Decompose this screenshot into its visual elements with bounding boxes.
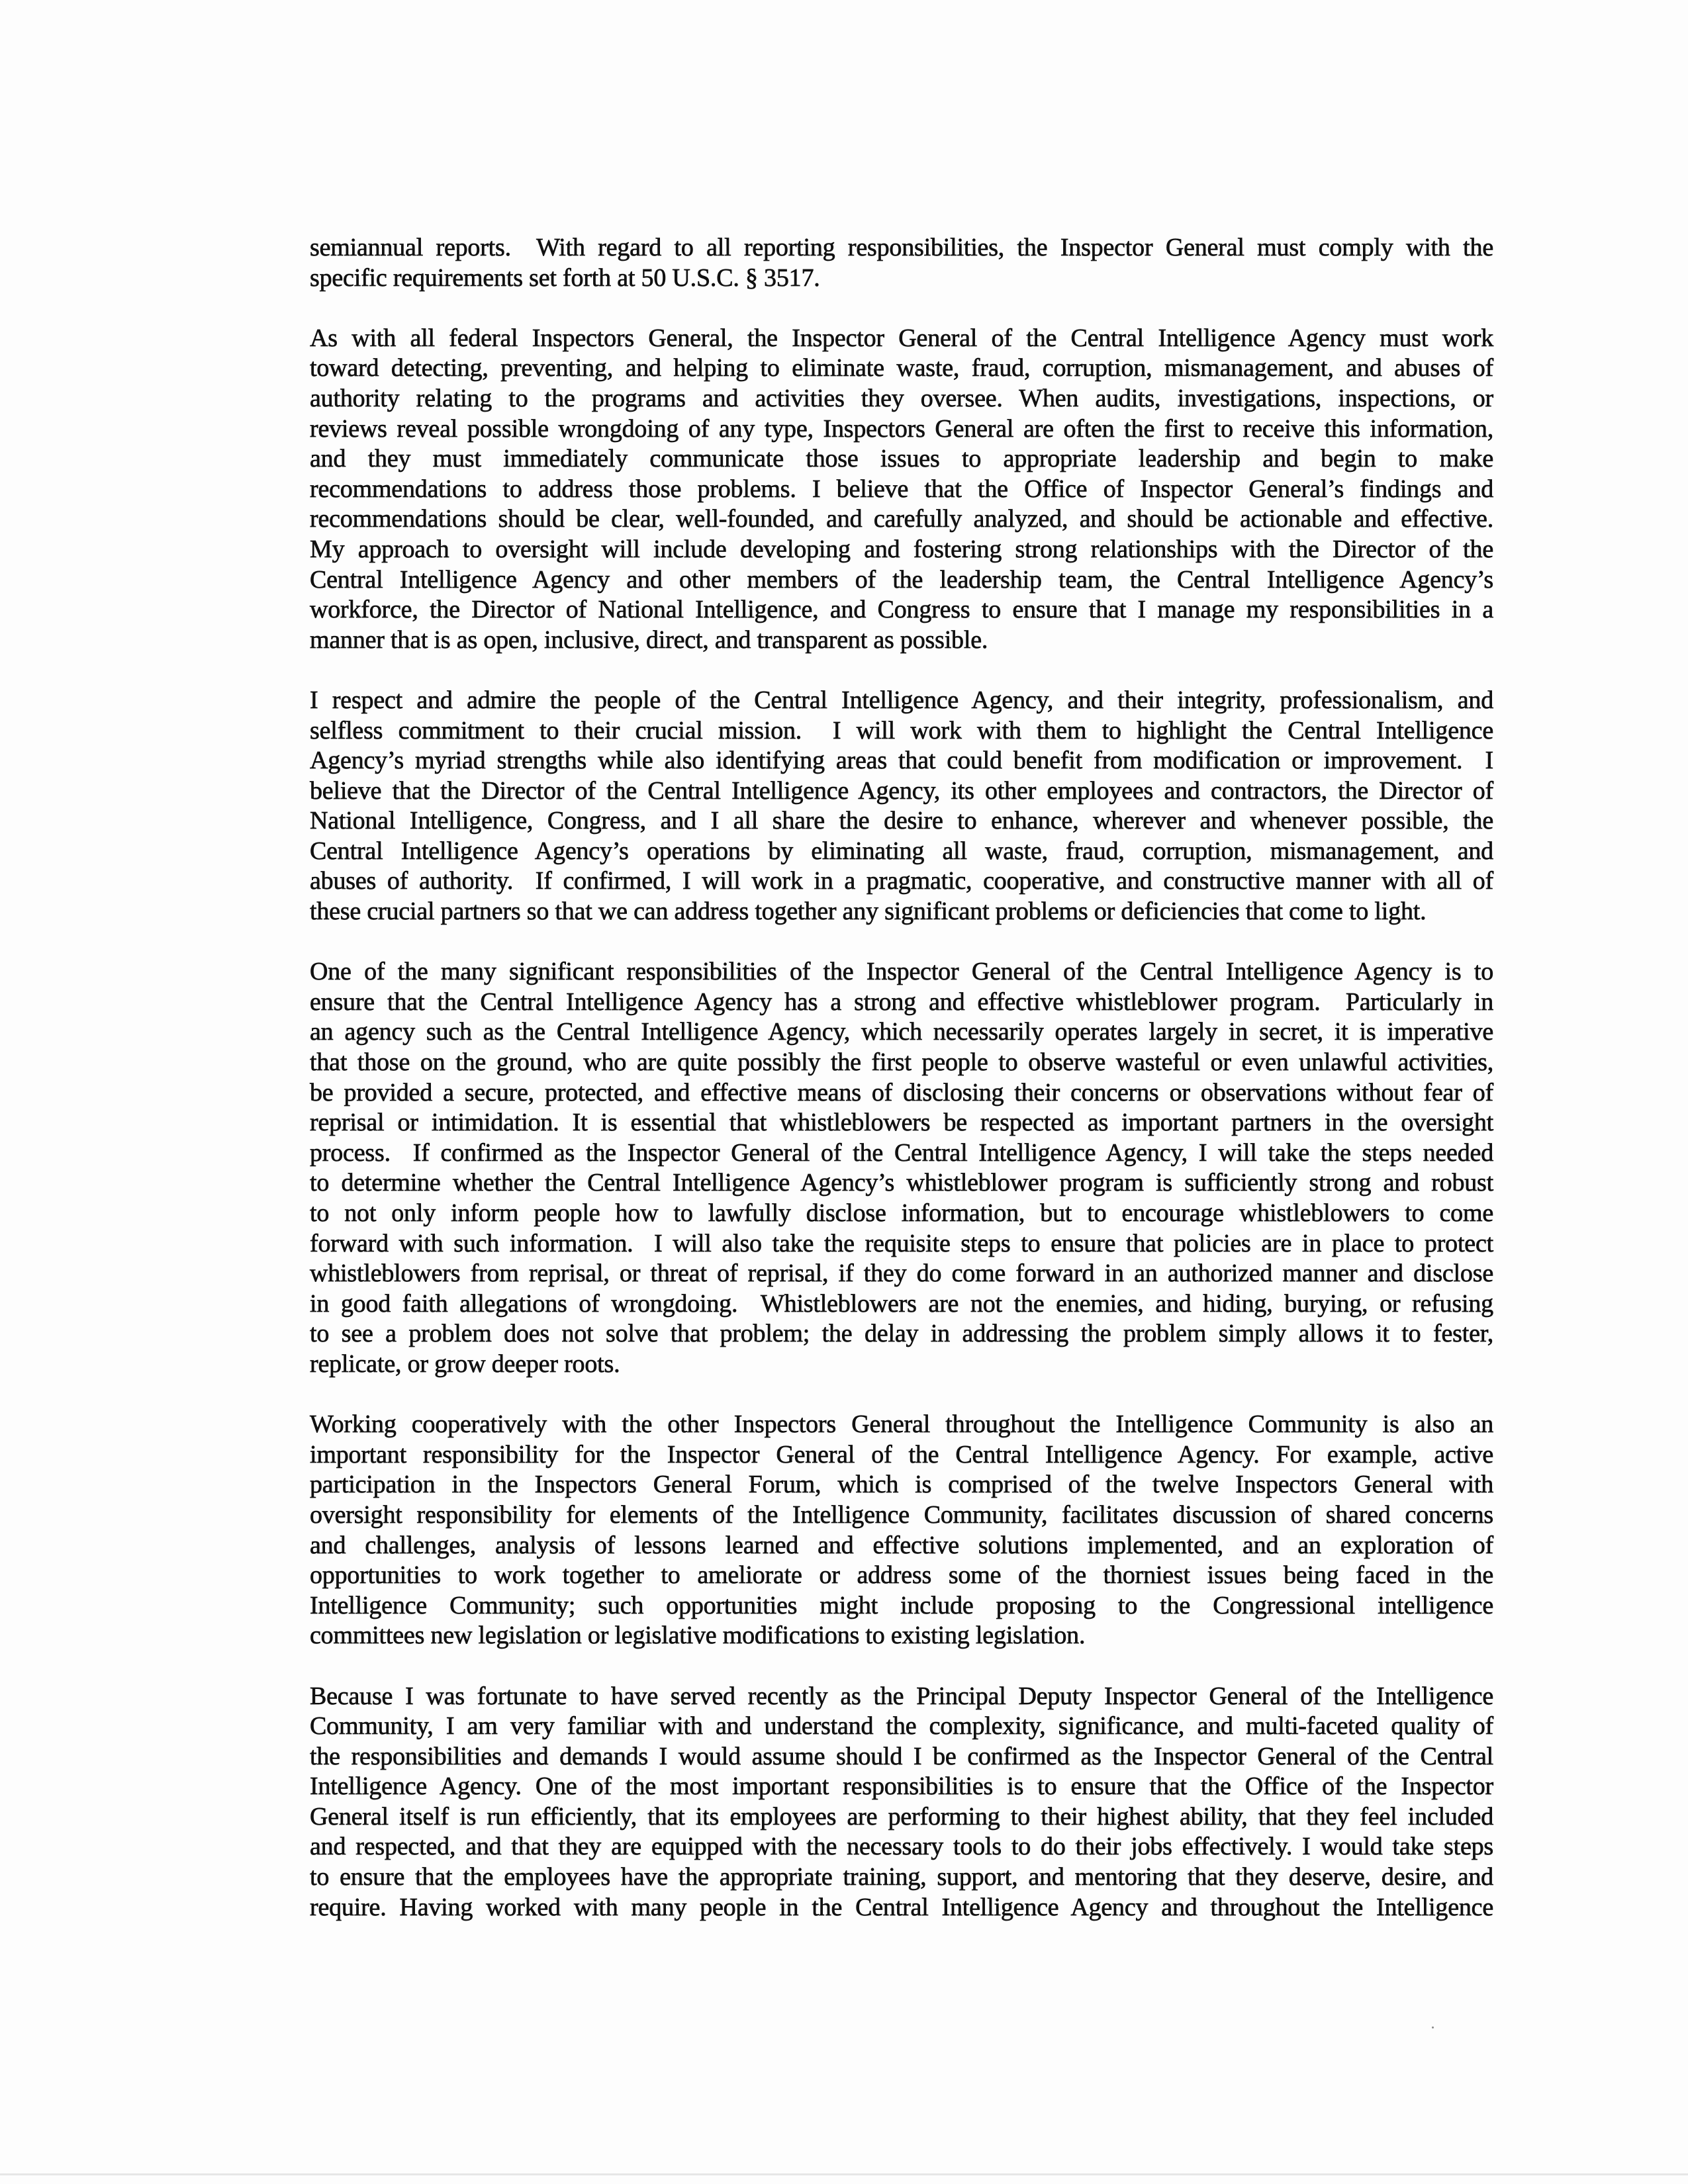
text-line-content: forward with such information. I will also take the requisite steps to ensure that policies are in place to protect — [310, 1229, 1493, 1257]
text-line-content: Central Intelligence Agency’s operations by eliminating all waste, fraud, corruption, mismanagement, and — [310, 837, 1493, 865]
text-line-content: I respect and admire the people of the Central Intelligence Agency, and their integrity, professionalism, and — [310, 686, 1493, 714]
paragraph — [310, 1410, 1493, 1651]
text-line-content: replicate, or grow deeper roots. — [310, 1349, 620, 1378]
text-line — [310, 1138, 1493, 1169]
text-line — [310, 686, 1493, 716]
paragraph — [310, 233, 1493, 293]
text-line — [310, 806, 1493, 837]
text-line — [310, 1440, 1493, 1471]
paragraph — [310, 324, 1493, 656]
text-line-content: the responsibilities and demands I would assume should I be confirmed as the Inspector General of the Central — [310, 1742, 1493, 1770]
text-line-content: process. If confirmed as the Inspector General of the Central Intelligence Agency, I will take the steps needed — [310, 1138, 1493, 1167]
text-line-content: require. Having worked with many people in the Central Intelligence Agency and throughout the Intelligence — [310, 1893, 1493, 1921]
text-line — [310, 1862, 1493, 1893]
text-line-content: recommendations should be clear, well-founded, and carefully analyzed, and should be actionable and effective. — [310, 505, 1493, 533]
text-line — [310, 1229, 1493, 1259]
text-line — [310, 746, 1493, 776]
text-line — [310, 1199, 1493, 1229]
text-line-content: Agency’s myriad strengths while also identifying areas that could benefit from modification or improvement. I — [310, 747, 1493, 775]
text-line — [310, 1591, 1493, 1621]
text-line-content: toward detecting, preventing, and helping to eliminate waste, fraud, corruption, mismanagement, and abuses of — [310, 354, 1493, 383]
text-line — [310, 957, 1493, 987]
text-line — [310, 1832, 1493, 1862]
text-line-content: reprisal or intimidation. It is essential that whistleblowers be respected as important partners in the oversight — [310, 1109, 1493, 1137]
text-line — [310, 1470, 1493, 1500]
text-line-content: authority relating to the programs and activities they oversee. When audits, investigations, inspections, or — [310, 384, 1493, 412]
text-line-content: workforce, the Director of National Intelligence, and Congress to ensure that I manage my responsibilities in a — [310, 596, 1493, 624]
text-line-content: to determine whether the Central Intelligence Agency’s whistleblower program is sufficiently strong and robust — [310, 1169, 1493, 1197]
text-line — [310, 1289, 1493, 1320]
text-line — [310, 1682, 1493, 1712]
text-line-content: National Intelligence, Congress, and I all share the desire to enhance, wherever and whenever possible, the — [310, 807, 1493, 835]
text-line-content: and challenges, analysis of lessons learned and effective solutions implemented, and an exploration of — [310, 1531, 1493, 1559]
text-line-content: to ensure that the employees have the appropriate training, support, and mentoring that they deserve, desire, and — [310, 1863, 1493, 1891]
text-line-content: important responsibility for the Inspector General of the Central Intelligence Agency. For example, active — [310, 1440, 1493, 1469]
text-line — [310, 444, 1493, 475]
text-line-content: As with all federal Inspectors General, the Inspector General of the Central Intelligence Agency must work — [310, 324, 1493, 352]
paragraph — [310, 686, 1493, 927]
text-line — [310, 1259, 1493, 1289]
text-line-content: ensure that the Central Intelligence Agency has a strong and effective whistleblower program. Particularly in — [310, 987, 1493, 1016]
text-line — [310, 1319, 1493, 1349]
text-line — [310, 1108, 1493, 1138]
text-line-content: Because I was fortunate to have served recently as the Principal Deputy Inspector General of the Intelligence — [310, 1682, 1493, 1710]
paragraph — [310, 1682, 1493, 1923]
paragraph — [310, 957, 1493, 1379]
text-line — [310, 1772, 1493, 1802]
text-line-content: Intelligence Community; such opportunities might include proposing to the Congressional intelligence — [310, 1591, 1493, 1619]
text-line-content: and respected, and that they are equipped with the necessary tools to do their jobs effectively. I would take steps — [310, 1833, 1493, 1861]
text-line — [310, 625, 1493, 656]
text-line — [310, 837, 1493, 867]
text-line — [310, 1711, 1493, 1742]
text-line-content: Working cooperatively with the other Inspectors General throughout the Intelligence Community is also an — [310, 1410, 1493, 1439]
text-line — [310, 263, 1493, 294]
text-line-content: oversight responsibility for elements of the Intelligence Community, facilitates discussion of shared concerns — [310, 1500, 1493, 1529]
text-line — [310, 504, 1493, 535]
text-line-content: committees new legislation or legislative modifications to existing legislation. — [310, 1621, 1086, 1650]
text-line-content: whistleblowers from reprisal, or threat of reprisal, if they do come forward in an authorized manner and disclose — [310, 1259, 1493, 1288]
text-line — [310, 1017, 1493, 1048]
text-line-content: Central Intelligence Agency and other members of the leadership team, the Central Intelligence Agency’s — [310, 565, 1493, 594]
body-text — [310, 233, 1493, 1953]
text-line-content: to not only inform people how to lawfully disclose information, but to encourage whistleblowers to come — [310, 1199, 1493, 1227]
text-line-content: these crucial partners so that we can address together any significant problems or deficiencies that come to light. — [310, 897, 1427, 926]
text-line — [310, 1048, 1493, 1078]
text-line-content: and they must immediately communicate those issues to appropriate leadership and begin to make — [310, 445, 1493, 473]
text-line — [310, 1561, 1493, 1591]
text-line-content: believe that the Director of the Central Intelligence Agency, its other employees and contractors, the Director of — [310, 776, 1493, 805]
text-line-content: to see a problem does not solve that problem; the delay in addressing the problem simply allows it to fester, — [310, 1320, 1493, 1348]
text-line — [310, 1500, 1493, 1531]
text-line — [310, 414, 1493, 445]
text-line — [310, 1893, 1493, 1923]
text-line — [310, 716, 1493, 747]
text-line — [310, 595, 1493, 625]
text-line-content: an agency such as the Central Intelligence Agency, which necessarily operates largely in secret, it is imperative — [310, 1018, 1493, 1046]
text-line-content: Intelligence Agency. One of the most important responsibilities is to ensure that the Office of the Inspector — [310, 1772, 1493, 1801]
text-line-content: General itself is run efficiently, that its employees are performing to their highest ability, that they feel included — [310, 1802, 1493, 1831]
text-line — [310, 776, 1493, 807]
page-bottom-edge — [0, 2173, 1688, 2175]
text-line — [310, 1621, 1493, 1651]
text-line — [310, 475, 1493, 505]
text-line — [310, 866, 1493, 897]
text-line — [310, 384, 1493, 414]
text-line-content: abuses of authority. If confirmed, I will work in a pragmatic, cooperative, and constructive manner with all of — [310, 867, 1493, 895]
text-line-content: My approach to oversight will include developing and fostering strong relationships with the Director of the — [310, 535, 1493, 563]
text-line-content: One of the many significant responsibilities of the Inspector General of the Central Intelligence Agency is to — [310, 958, 1493, 986]
text-line-content: manner that is as open, inclusive, direct, and transparent as possible. — [310, 625, 988, 654]
text-line-content: semiannual reports. With regard to all reporting responsibilities, the Inspector General must comply with the — [310, 234, 1493, 261]
scan-speck — [1432, 2026, 1434, 2028]
text-line — [310, 1078, 1493, 1109]
text-line-content: selfless commitment to their crucial mission. I will work with them to highlight the Central Intelligence — [310, 716, 1493, 745]
text-line — [310, 1742, 1493, 1772]
text-line-content: participation in the Inspectors General Forum, which is comprised of the twelve Inspectors General with — [310, 1471, 1493, 1499]
text-line — [310, 1802, 1493, 1833]
text-line-content: in good faith allegations of wrongdoing. Whistleblowers are not the enemies, and hiding, burying, or refusing — [310, 1289, 1493, 1318]
text-line — [310, 535, 1493, 565]
text-line-content: Community, I am very familiar with and understand the complexity, significance, and multi-faceted quality of — [310, 1712, 1493, 1741]
text-line — [310, 1349, 1493, 1380]
text-line — [310, 897, 1493, 927]
text-line — [310, 1410, 1493, 1440]
text-line-content: opportunities to work together to ameliorate or address some of the thorniest issues being faced in the — [310, 1561, 1493, 1590]
text-line-content: recommendations to address those problems. I believe that the Office of Inspector General’s findings and — [310, 475, 1493, 503]
text-line — [310, 353, 1493, 384]
text-line-content: reviews reveal possible wrongdoing of any type, Inspectors General are often the first to receive this information, — [310, 414, 1493, 443]
text-line — [310, 1168, 1493, 1199]
text-line — [310, 324, 1493, 354]
text-line — [310, 233, 1493, 263]
text-line-content: specific requirements set forth at 50 U.S.C. § 3517. — [310, 263, 820, 292]
text-line — [310, 1531, 1493, 1561]
text-line-content: that those on the ground, who are quite possibly the first people to observe wasteful or even unlawful activities, — [310, 1048, 1493, 1077]
text-line — [310, 987, 1493, 1018]
text-line — [310, 565, 1493, 596]
text-line-content: be provided a secure, protected, and effective means of disclosing their concerns or observations without fear of — [310, 1078, 1493, 1107]
